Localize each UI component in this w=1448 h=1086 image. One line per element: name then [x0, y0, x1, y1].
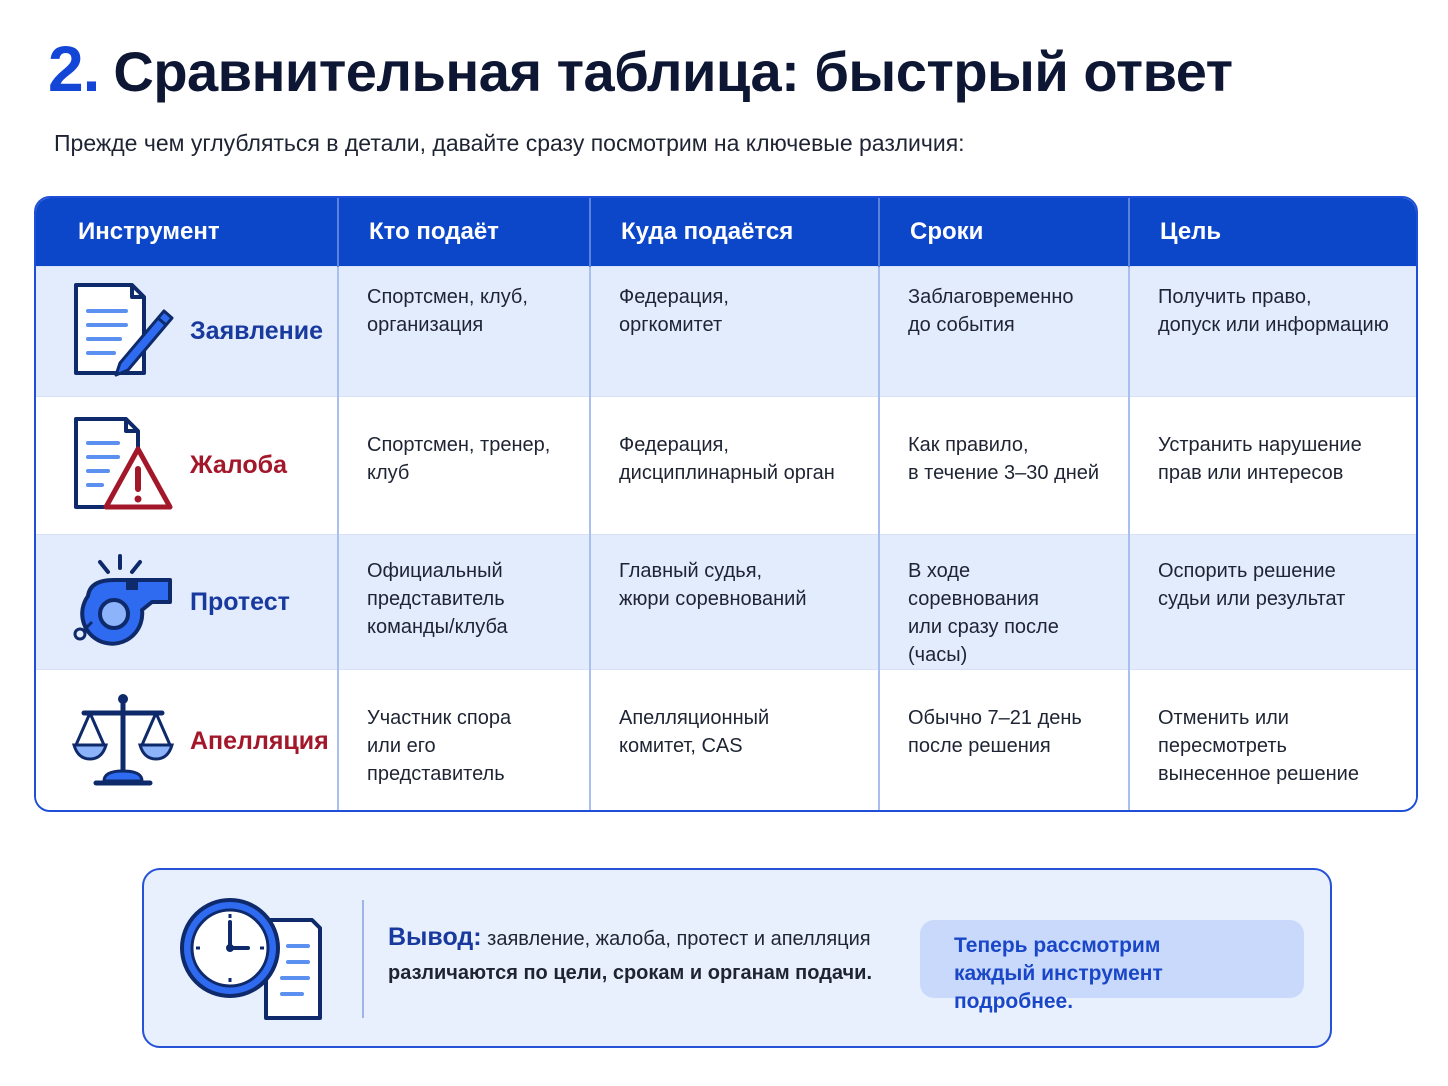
summary-note: Теперь рассмотрим каждый инструмент подробнее.: [920, 920, 1304, 998]
summary-lead: Вывод:: [388, 923, 482, 951]
comparison-table: [34, 196, 1418, 812]
document-warning-icon: [70, 415, 176, 515]
cell-when: Заблаговременно до события: [879, 266, 1129, 396]
cell-when: В ходе соревнования или сразу после (часы): [879, 534, 1129, 669]
table-row-complaint: [36, 396, 1418, 534]
section-number: 2.: [48, 33, 100, 105]
tool-name-protest: Протест: [190, 587, 290, 616]
summary-box: [142, 868, 1332, 1048]
cell-who: Спортсмен, клуб, организация: [338, 266, 590, 396]
scales-icon: [70, 691, 176, 791]
clock-document-icon: [178, 894, 338, 1024]
title-text: Сравнительная таблица: быстрый ответ: [113, 40, 1233, 103]
cell-who: Официальный представитель команды/клуба: [338, 534, 590, 669]
table-row-statement: [36, 266, 1418, 396]
summary-text-part1: заявление, жалоба, протест и апелляция: [481, 928, 871, 950]
header-where: Куда подаётся: [590, 198, 879, 266]
cell-goal: Устранить нарушение прав или интересов: [1158, 433, 1362, 484]
table-row-appeal: [36, 669, 1418, 812]
cell-where: Главный судья, жюри соревнований: [590, 534, 879, 669]
tool-name-statement: Заявление: [190, 317, 324, 345]
whistle-icon: [70, 552, 176, 652]
cell-where: Апелляционный комитет, CAS: [590, 669, 879, 812]
page-title: [48, 32, 1233, 106]
intro-text: Прежде чем углубляться в детали, давайте сразу посмотрим на ключевые различия:: [54, 130, 965, 156]
table-row-protest: [36, 534, 1418, 669]
cell-goal: Отменить или пересмотреть вынесенное решение: [1158, 706, 1359, 785]
summary-text-part2: различаются по цели, срокам и органам подачи.: [388, 962, 872, 984]
header-who: Кто подаёт: [338, 198, 590, 266]
cell-who: Участник спора или его представитель: [338, 669, 590, 812]
document-pencil-icon: [70, 281, 176, 381]
summary-divider: [362, 900, 364, 1018]
cell-goal: Получить право, допуск или информацию: [1158, 285, 1389, 336]
cell-when: Обычно 7–21 день после решения: [879, 669, 1129, 812]
header-when: Сроки: [879, 198, 1129, 266]
table-header-row: [36, 198, 1418, 266]
tool-name-appeal: Апелляция: [190, 727, 329, 756]
cell-goal: Оспорить решение судьи или результат: [1158, 559, 1346, 610]
header-tool: Инструмент: [36, 198, 338, 266]
cell-who: Спортсмен, тренер, клуб: [338, 396, 590, 534]
header-goal: Цель: [1160, 217, 1222, 245]
cell-where: Федерация, дисциплинарный орган: [590, 396, 879, 534]
tool-name-complaint: Жалоба: [190, 451, 287, 479]
cell-where: Федерация, оргкомитет: [590, 266, 879, 396]
summary-text: [388, 920, 908, 990]
cell-when: Как правило, в течение 3–30 дней: [879, 396, 1129, 534]
